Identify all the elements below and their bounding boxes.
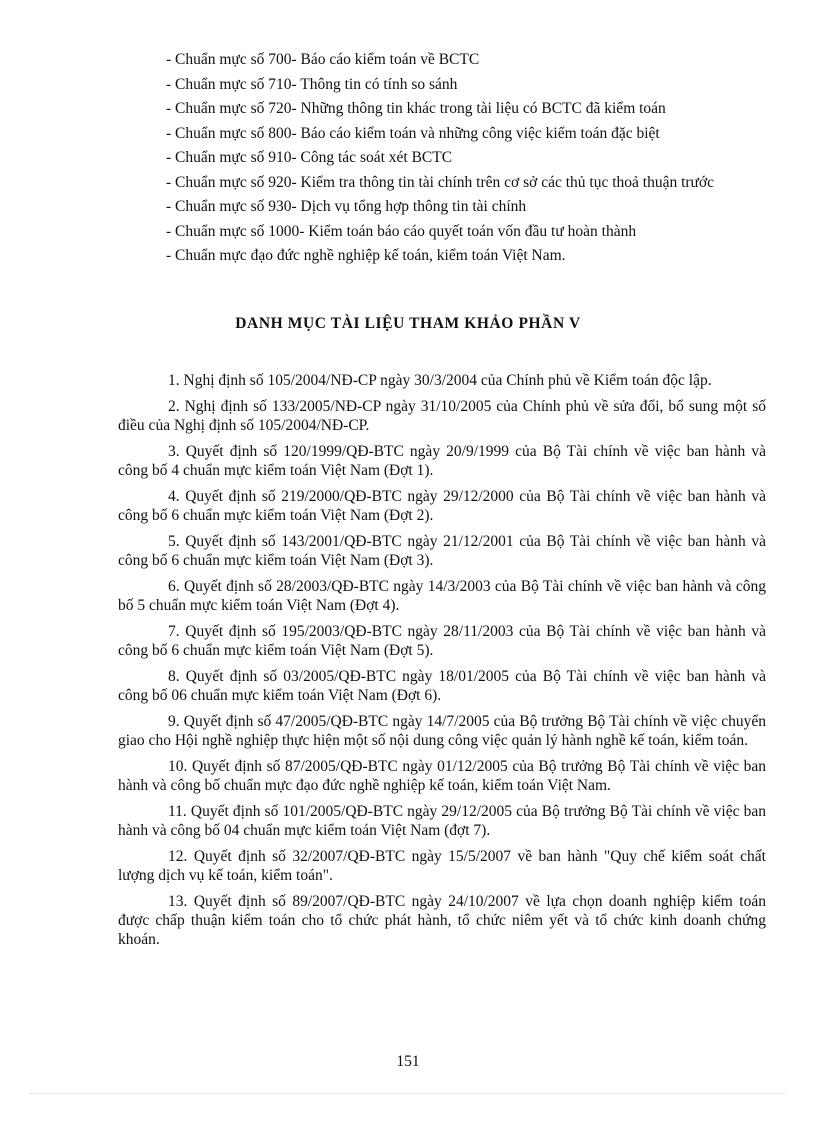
- list-item-prefix: - Chuẩn mực số: [166, 75, 269, 93]
- list-item-text: - Báo cáo kiểm toán về BCTC: [291, 51, 480, 68]
- list-item-prefix: - Chuẩn mực số: [166, 198, 269, 215]
- reference-item: 5. Quyết định số 143/2001/QĐ-BTC ngày 21/12/2001 của Bộ Tài chính về việc ban hành và công bố 6 chuẩn mực kiểm toán Việt Nam (Đợt 3).: [118, 533, 766, 569]
- list-item-number: 1000: [268, 222, 300, 240]
- list-item-prefix: - Chuẩn mực đạo đức nghề nghiệp kế toán, kiểm toán Việt Nam.: [166, 247, 566, 264]
- list-item: [166, 173, 766, 193]
- list-item-text: - Dịch vụ tổng hợp thông tin tài chính: [291, 198, 527, 215]
- reference-item: 8. Quyết định số 03/2005/QĐ-BTC ngày 18/01/2005 của Bộ Tài chính về việc ban hành và công bố 06 chuẩn mực kiểm toán Việt Nam (Đợt 6).: [118, 668, 766, 704]
- list-item-text: - Thông tin có tính so sánh: [291, 75, 458, 93]
- list-item: [166, 99, 766, 119]
- list-item: [166, 222, 766, 242]
- list-item-prefix: - Chuẩn mực số: [166, 173, 269, 191]
- page-divider: [30, 1093, 786, 1094]
- reference-item: 2. Nghị định số 133/2005/NĐ-CP ngày 31/10/2005 của Chính phủ về sửa đổi, bổ sung một số điều của Nghị định số 105/2004/NĐ-CP.: [118, 398, 766, 434]
- list-item-number: 800: [268, 124, 292, 142]
- list-item-text: - Những thông tin khác trong tài liệu có BCTC đã kiểm toán: [291, 100, 666, 117]
- reference-item: 6. Quyết định số 28/2003/QĐ-BTC ngày 14/3/2003 của Bộ Tài chính về việc ban hành và công bố 5 chuẩn mực kiểm toán Việt Nam (Đợt 4).: [118, 578, 766, 614]
- list-item-number: 720: [268, 100, 292, 117]
- standards-list: [166, 50, 766, 271]
- list-item-prefix: - Chuẩn mực số: [166, 51, 269, 68]
- list-item: [166, 75, 766, 95]
- reference-item: 9. Quyết định số 47/2005/QĐ-BTC ngày 14/7/2005 của Bộ trưởng Bộ Tài chính về việc chuyển giao cho Hội nghề nghiệp thực hiện một số nội dung công việc quản lý hành nghề kế toán, kiểm toán.: [118, 713, 766, 749]
- list-item-number: 930: [268, 198, 292, 215]
- list-item-text: - Báo cáo kiểm toán và những công việc kiểm toán đặc biệt: [291, 124, 660, 142]
- list-item-text: [566, 246, 766, 266]
- references-list: [118, 371, 766, 956]
- list-item-text: - Kiểm tra thông tin tài chính trên cơ sở các thủ tục thoả thuận trước: [291, 173, 715, 191]
- reference-item: 7. Quyết định số 195/2003/QĐ-BTC ngày 28/11/2003 của Bộ Tài chính về việc ban hành và công bố 6 chuẩn mực kiểm toán Việt Nam (Đợt 5).: [118, 623, 766, 659]
- list-item-text: - Công tác soát xét BCTC: [291, 149, 453, 166]
- reference-item: 13. Quyết định số 89/2007/QĐ-BTC ngày 24/10/2007 về lựa chọn doanh nghiệp kiểm toán được chấp thuận kiểm toán cho tổ chức phát hành, tổ chức niêm yết và tổ chức kinh doanh chứng khoán.: [118, 893, 766, 948]
- list-item-number: 910: [268, 149, 292, 166]
- page-number: 151: [396, 1053, 420, 1070]
- reference-item: 1. Nghị định số 105/2004/NĐ-CP ngày 30/3/2004 của Chính phủ về Kiểm toán độc lập.: [168, 372, 712, 389]
- reference-item: 4. Quyết định số 219/2000/QĐ-BTC ngày 29/12/2000 của Bộ Tài chính về việc ban hành và công bố 6 chuẩn mực kiểm toán Việt Nam (Đợt 2).: [118, 488, 766, 524]
- list-item-number: 700: [268, 51, 292, 68]
- list-item: [166, 148, 766, 168]
- list-item: [166, 197, 766, 217]
- list-item-prefix: - Chuẩn mực số: [166, 149, 269, 166]
- section-heading: DANH MỤC TÀI LIỆU THAM KHẢO PHẦN V: [235, 315, 581, 332]
- reference-item: 10. Quyết định số 87/2005/QĐ-BTC ngày 01/12/2005 của Bộ trưởng Bộ Tài chính về việc ban hành và công bố chuẩn mực đạo đức nghề nghiệp kế toán, kiểm toán Việt Nam.: [118, 758, 766, 794]
- reference-item: 3. Quyết định số 120/1999/QĐ-BTC ngày 20/9/1999 của Bộ Tài chính về việc ban hành và công bố 4 chuẩn mực kiểm toán Việt Nam (Đợt 1).: [118, 443, 766, 479]
- list-item-prefix: - Chuẩn mực số: [166, 100, 269, 117]
- list-item: [166, 50, 766, 70]
- reference-item: 12. Quyết định số 32/2007/QĐ-BTC ngày 15/5/2007 về ban hành "Quy chế kiểm soát chất lượng dịch vụ kế toán, kiểm toán".: [118, 848, 766, 884]
- reference-item: 11. Quyết định số 101/2005/QĐ-BTC ngày 29/12/2005 của Bộ trưởng Bộ Tài chính về việc ban hành và công bố 04 chuẩn mực kiểm toán Việt Nam (đợt 7).: [118, 803, 766, 839]
- list-item: [166, 124, 766, 144]
- list-item: [166, 246, 766, 266]
- list-item-number: 710: [268, 75, 292, 93]
- list-item-number: 920: [268, 173, 292, 191]
- list-item-prefix: - Chuẩn mực số: [166, 222, 269, 240]
- list-item-prefix: - Chuẩn mực số: [166, 124, 269, 142]
- list-item-text: - Kiểm toán báo cáo quyết toán vốn đầu tư hoàn thành: [299, 222, 637, 240]
